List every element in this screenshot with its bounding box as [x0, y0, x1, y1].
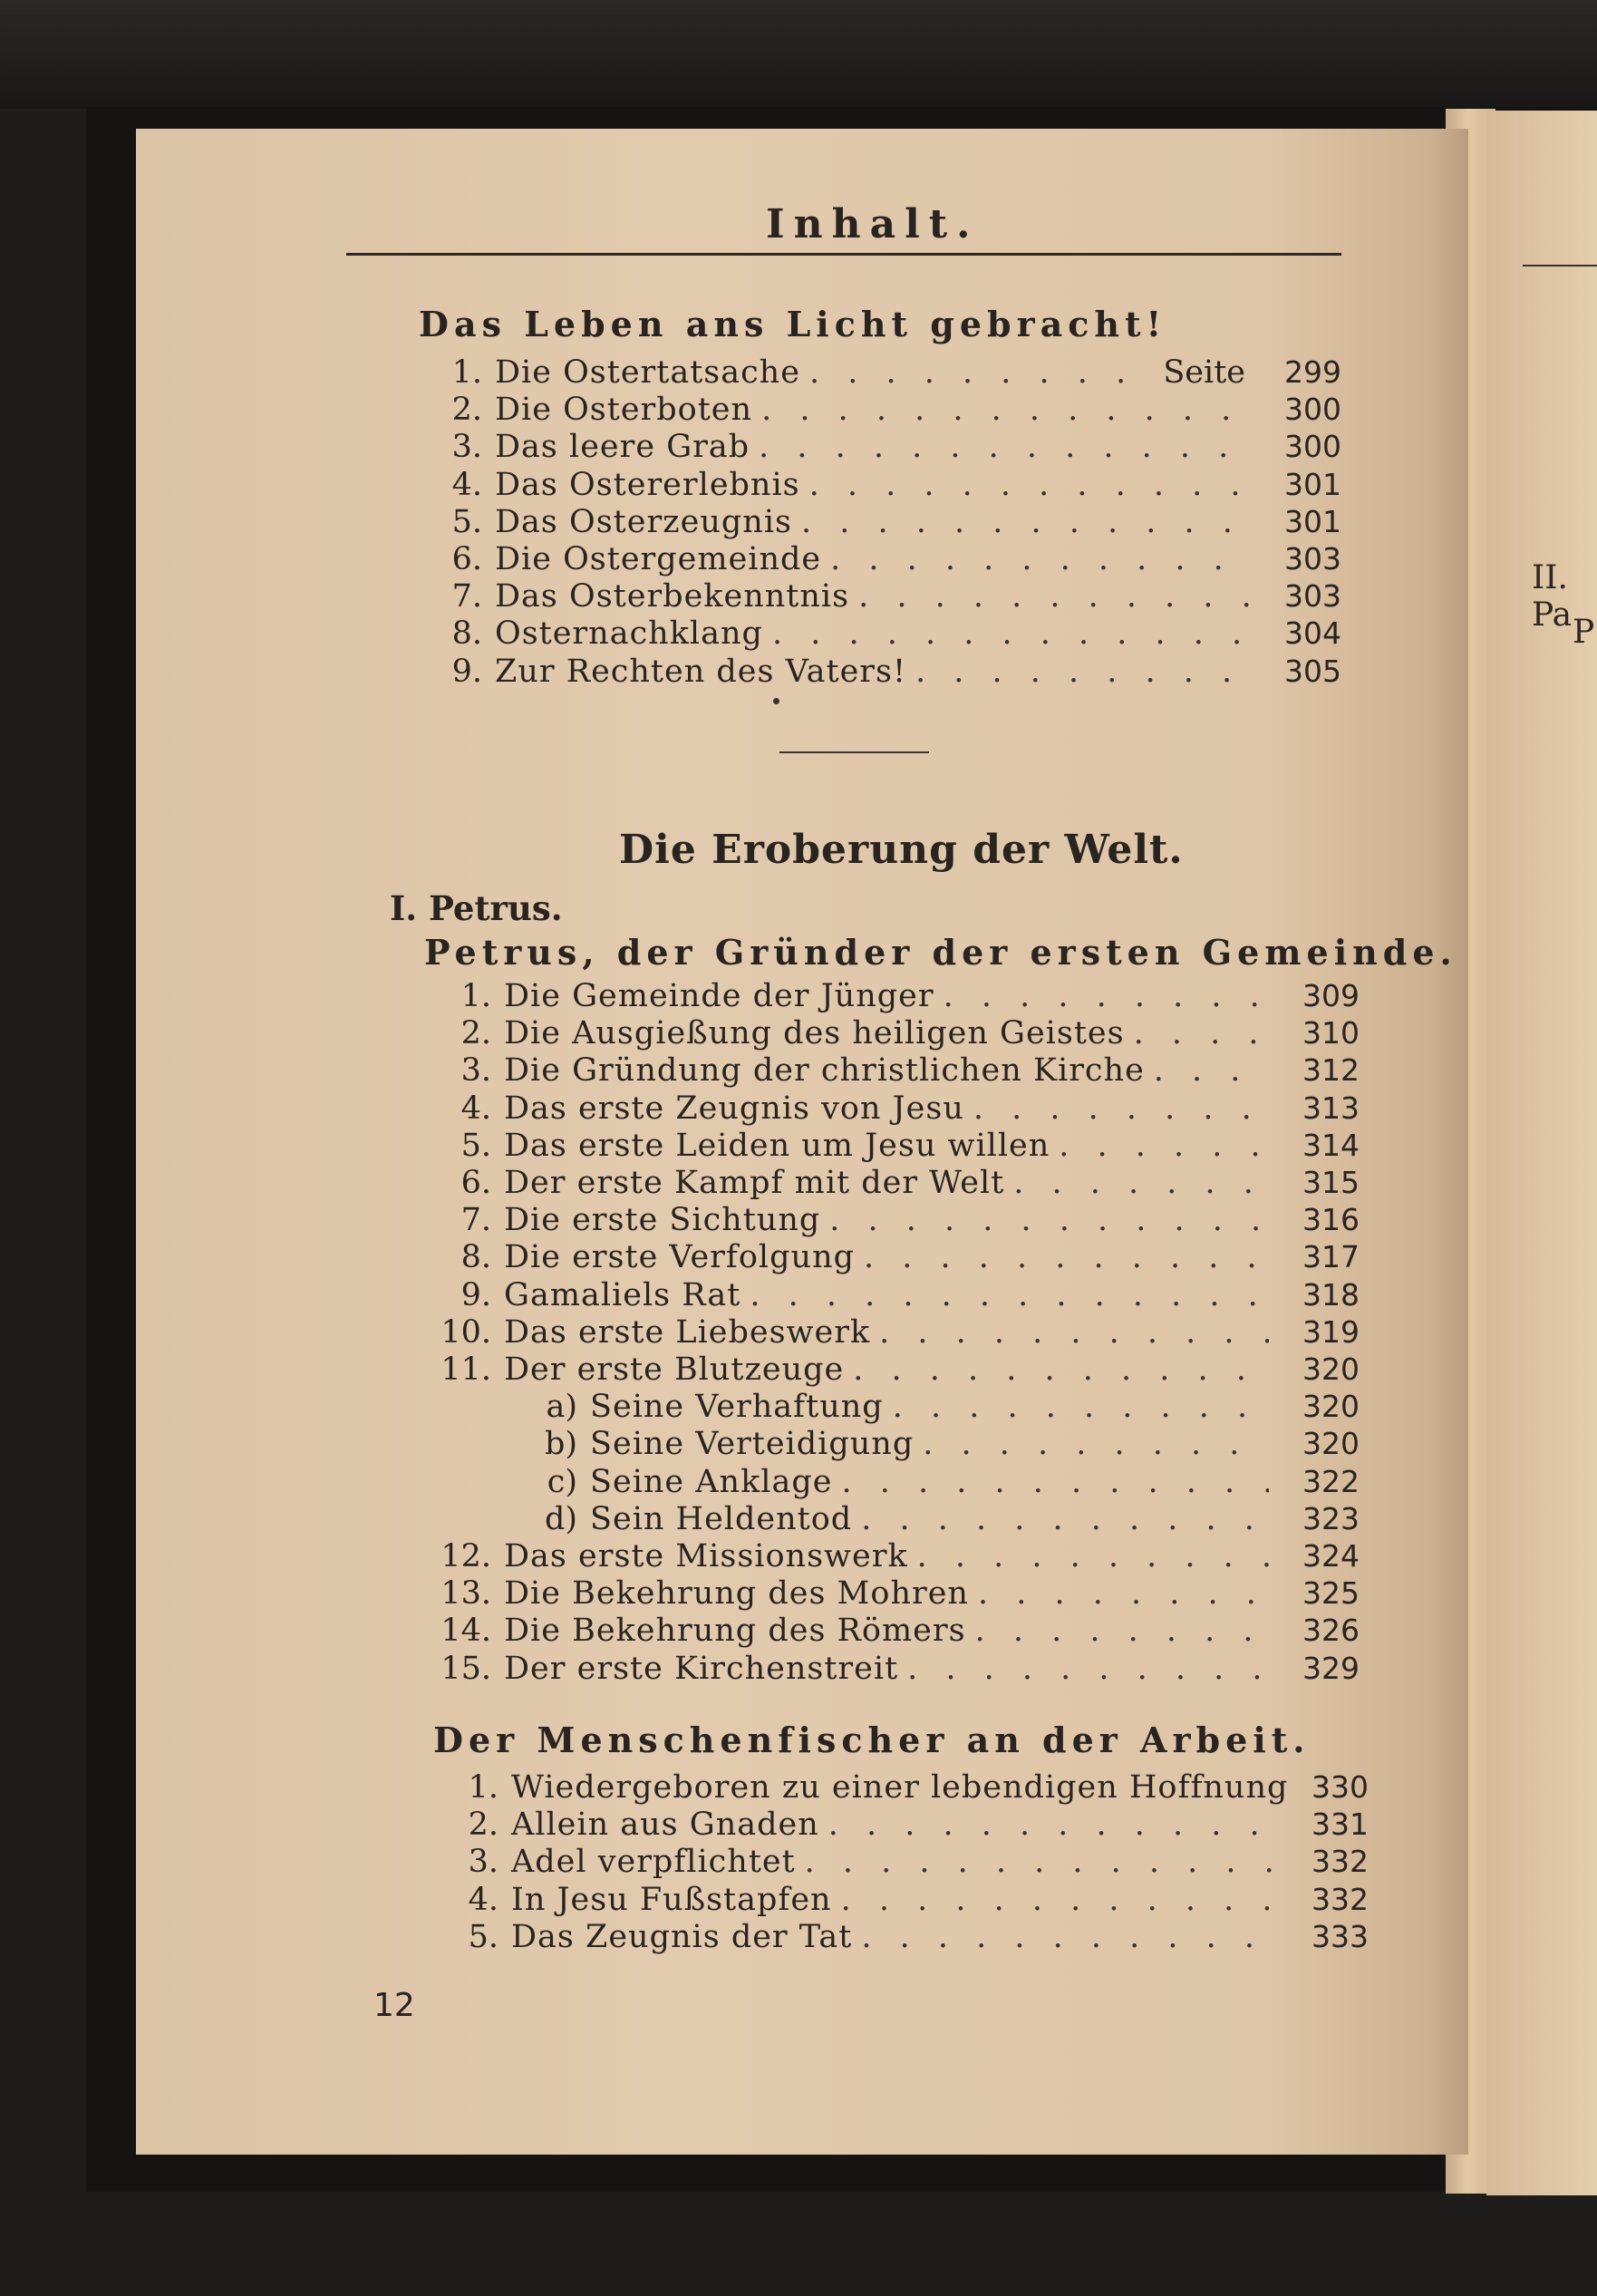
page-number: 12	[373, 1987, 415, 2024]
toc-entry-page: 332	[1311, 1844, 1369, 1880]
toc-entry: 8. Osternachklang . . . 304	[489, 615, 1341, 654]
toc-entry: 12. Das erste Missionswerk . . . 324	[498, 1538, 1360, 1576]
toc-entry-page: 313	[1302, 1090, 1360, 1126]
toc-entry-title: Wiedergeboren zu einer lebendigen Hoffnung	[511, 1769, 1289, 1806]
toc-entry-page: 319	[1302, 1313, 1360, 1350]
toc-entry-page: 326	[1302, 1613, 1360, 1649]
toc-entry: 5. Das Osterzeugnis . . . 301	[489, 504, 1341, 542]
toc-entry-title: Seine Verteidigung	[590, 1426, 915, 1463]
toc-entry: 11. Der erste Blutzeuge . . . 320	[498, 1351, 1360, 1390]
toc-entry-title: Der erste Kirchenstreit	[504, 1650, 899, 1687]
dot-leader	[973, 1090, 1269, 1127]
section-divider	[779, 751, 929, 753]
toc-entry: 4. Das erste Zeugnis von Jesu . . . 313	[498, 1090, 1360, 1129]
facing-page-rule	[1523, 265, 1597, 266]
ornament-dot	[773, 698, 779, 704]
dot-leader	[923, 1426, 1269, 1462]
toc-entry-title: Die Bekehrung des Römers	[504, 1613, 966, 1650]
dot-leader	[978, 1575, 1269, 1612]
toc-entry-page: 331	[1311, 1807, 1369, 1843]
toc-entry-page: 314	[1302, 1127, 1360, 1163]
toc-entry-page: 330	[1311, 1769, 1369, 1805]
toc-entry-title: Die Osterboten	[495, 392, 753, 429]
dot-leader	[917, 1538, 1269, 1574]
toc-entry-page: 310	[1302, 1015, 1360, 1051]
toc-entry-page: 300	[1284, 429, 1341, 465]
dot-leader	[759, 429, 1251, 465]
toc-entry-title: Das erste Liebeswerk	[504, 1313, 871, 1351]
toc-entry-title: Das Osterbekenntnis	[495, 578, 850, 615]
dot-leader	[853, 1351, 1269, 1388]
toc-entry-page: 300	[1284, 392, 1341, 428]
toc-entry-page: 332	[1311, 1881, 1369, 1917]
toc-entry-page: 323	[1302, 1500, 1360, 1536]
book-page	[136, 129, 1468, 2155]
dot-leader	[809, 354, 1154, 391]
toc-entry: 3. Die Gründung der christlichen Kirche . . . 312	[498, 1052, 1360, 1090]
toc-entry-title: Die Ostertatsache	[495, 354, 800, 391]
dot-leader	[861, 1501, 1269, 1537]
toc-entry-title: Das erste Missionswerk	[504, 1538, 908, 1574]
toc-entry-page: 333	[1311, 1918, 1369, 1954]
dot-leader	[750, 1277, 1269, 1313]
toc-entry: b) Seine Verteidigung . . . 320	[585, 1426, 1360, 1464]
dot-leader	[879, 1314, 1269, 1351]
toc-entry-title: Osternachklang	[495, 615, 763, 653]
toc-entry-title: Die erste Sichtung	[504, 1202, 821, 1239]
dot-leader	[830, 541, 1251, 577]
toc-entry-title: Die erste Verfolgung	[504, 1239, 856, 1276]
toc-entry-title: Das Osterzeugnis	[495, 503, 792, 540]
toc-entry-page: 303	[1284, 541, 1341, 576]
toc-entry-page: 299	[1284, 354, 1341, 390]
dot-leader	[907, 1651, 1269, 1687]
toc-entry-page: 325	[1302, 1575, 1360, 1612]
toc-entry: c) Seine Anklage . . . 322	[585, 1464, 1360, 1502]
dot-leader	[1134, 1015, 1269, 1051]
toc-entry: 15. Der erste Kirchenstreit . . . 329	[498, 1651, 1360, 1689]
toc-entry-page: 304	[1284, 615, 1341, 652]
toc-entry: 5. Das Zeugnis der Tat . . . 333	[506, 1919, 1369, 1957]
toc-entry-title: Das leere Grab	[495, 429, 750, 466]
toc-entry-title: Die Bekehrung des Mohren	[504, 1575, 969, 1613]
toc-entry: 1. Wiedergeboren zu einer lebendigen Hoffnung 330	[468, 1769, 1369, 1806]
main-heading: Die Eroberung der Welt.	[619, 827, 1184, 873]
toc-entry-page: 317	[1302, 1239, 1360, 1275]
toc-entry-page: 301	[1284, 503, 1341, 539]
dot-leader	[761, 392, 1251, 428]
toc-entry-title: Das Zeugnis der Tat	[511, 1918, 853, 1955]
toc-entry-page: 324	[1302, 1538, 1360, 1574]
toc-entry: 1. Die Gemeinde der Jünger . . . 309	[498, 978, 1360, 1016]
toc-entry-title: Sein Heldentod	[590, 1500, 853, 1537]
section-heading-petrus: Petrus, der Gründer der ersten Gemeinde.	[424, 932, 1457, 973]
toc-entry-title: Der erste Blutzeuge	[504, 1351, 845, 1388]
toc-entry: 13. Die Bekehrung des Mohren . . . 325	[498, 1575, 1360, 1613]
toc-entry-page: 322	[1302, 1463, 1360, 1499]
toc-entry-page: 316	[1302, 1202, 1360, 1238]
toc-entry-title: Das Ostererlebnis	[495, 466, 800, 503]
toc-entry: 4. In Jesu Fußstapfen . . . 332	[506, 1882, 1369, 1920]
toc-entry-page: 301	[1284, 466, 1341, 502]
toc-entry: 4. Das Ostererlebnis . . . 301	[489, 467, 1341, 505]
part-label: I. Petrus.	[390, 888, 563, 928]
toc-entry-page: 320	[1302, 1351, 1360, 1387]
header-rule	[346, 253, 1341, 256]
toc-entry-title: Das erste Zeugnis von Jesu	[504, 1090, 964, 1127]
toc-entry-title: Adel verpflichtet	[511, 1844, 796, 1881]
toc-entry-title: Seine Anklage	[590, 1463, 833, 1500]
dot-leader	[893, 1389, 1269, 1425]
toc-entry: 7. Das Osterbekenntnis . . . 303	[489, 578, 1341, 616]
dot-leader	[828, 1807, 1278, 1843]
toc-entry-page: 329	[1302, 1650, 1360, 1686]
dot-leader	[915, 654, 1251, 690]
toc-entry: 14. Die Bekehrung des Römers . . . 326	[498, 1613, 1360, 1651]
toc-entry-title: Die Ostergemeinde	[495, 541, 822, 577]
toc-entry: 2. Die Ausgießung des heiligen Geistes . . . 310	[498, 1015, 1360, 1053]
dot-leader	[1154, 1052, 1269, 1089]
toc-entry: 10. Das erste Liebeswerk . . . 319	[498, 1314, 1360, 1352]
toc-entry-title: In Jesu Fußstapfen	[511, 1881, 832, 1918]
dot-leader	[805, 1844, 1278, 1880]
toc-entry: d) Sein Heldentod . . . 323	[585, 1501, 1360, 1539]
dot-leader	[1059, 1128, 1269, 1164]
toc-entry: 8. Die erste Verfolgung . . . 317	[498, 1239, 1360, 1277]
toc-entry-page: 320	[1302, 1389, 1360, 1425]
toc-entry: 6. Der erste Kampf mit der Welt . . . 315	[498, 1165, 1360, 1203]
toc-entry-page: 305	[1284, 653, 1341, 689]
toc-entry-title: Die Gründung der christlichen Kirche	[504, 1052, 1145, 1090]
dot-leader	[861, 1919, 1278, 1955]
toc-entry-title: Gamaliels Rat	[504, 1276, 741, 1313]
dot-leader	[944, 978, 1269, 1014]
dot-leader	[975, 1613, 1269, 1649]
toc-entry: 3. Adel verpflichtet . . . 332	[506, 1844, 1369, 1882]
toc-entry: a) Seine Verhaftung . . . 320	[585, 1389, 1360, 1427]
toc-entry-page: 315	[1302, 1165, 1360, 1200]
page-column-label: Seite	[1163, 354, 1245, 391]
toc-entry-title: Die Ausgießung des heiligen Geistes	[504, 1015, 1125, 1052]
dot-leader	[829, 1202, 1269, 1238]
toc-entry-page: 312	[1302, 1052, 1360, 1089]
section-heading-menschenfischer: Der Menschenfischer an der Arbeit.	[433, 1720, 1311, 1760]
dot-leader	[841, 1464, 1269, 1500]
facing-page-part-label: II. Pa	[1532, 559, 1573, 634]
toc-entry-title: Das erste Leiden um Jesu willen	[504, 1127, 1050, 1164]
toc-entry-page: 320	[1302, 1426, 1360, 1462]
toc-entry: 9. Gamaliels Rat . . . 318	[498, 1277, 1360, 1315]
toc-entry: 1. Die Ostertatsache . . . Seite 299	[489, 354, 1341, 392]
page-title: Inhalt.	[766, 201, 980, 247]
dot-leader	[801, 504, 1251, 540]
toc-entry-title: Die Gemeinde der Jünger	[504, 978, 934, 1014]
toc-entry-page: 303	[1284, 578, 1341, 615]
toc-entry: 3. Das leere Grab . . . 300	[489, 429, 1341, 467]
toc-entry-title: Allein aus Gnaden	[511, 1807, 819, 1844]
dot-leader	[841, 1882, 1278, 1918]
toc-entry: 6. Die Ostergemeinde . . . 303	[489, 541, 1341, 579]
dot-leader	[809, 467, 1251, 503]
toc-entry: 9. Zur Rechten des Vaters! . . . 305	[489, 654, 1341, 692]
toc-entry: 7. Die erste Sichtung . . . 316	[498, 1202, 1360, 1240]
dot-leader	[1013, 1165, 1269, 1201]
section-heading-easter: Das Leben ans Licht gebracht!	[419, 304, 1167, 344]
toc-entry: 2. Die Osterboten . . . 300	[489, 392, 1341, 430]
scan-background	[0, 0, 1597, 109]
toc-entry-title: Zur Rechten des Vaters!	[495, 653, 907, 690]
dot-leader	[858, 578, 1251, 615]
facing-page-text: P	[1573, 614, 1595, 651]
dot-leader	[772, 615, 1251, 652]
dot-leader	[864, 1239, 1269, 1275]
toc-entry: 2. Allein aus Gnaden . . . 331	[506, 1807, 1369, 1845]
toc-entry: 5. Das erste Leiden um Jesu willen . . . 314	[498, 1128, 1360, 1166]
facing-page	[1486, 111, 1597, 2195]
toc-entry-title: Seine Verhaftung	[590, 1389, 884, 1426]
toc-entry-page: 309	[1302, 978, 1360, 1013]
toc-entry-title: Der erste Kampf mit der Welt	[504, 1165, 1005, 1201]
toc-entry-page: 318	[1302, 1276, 1360, 1313]
